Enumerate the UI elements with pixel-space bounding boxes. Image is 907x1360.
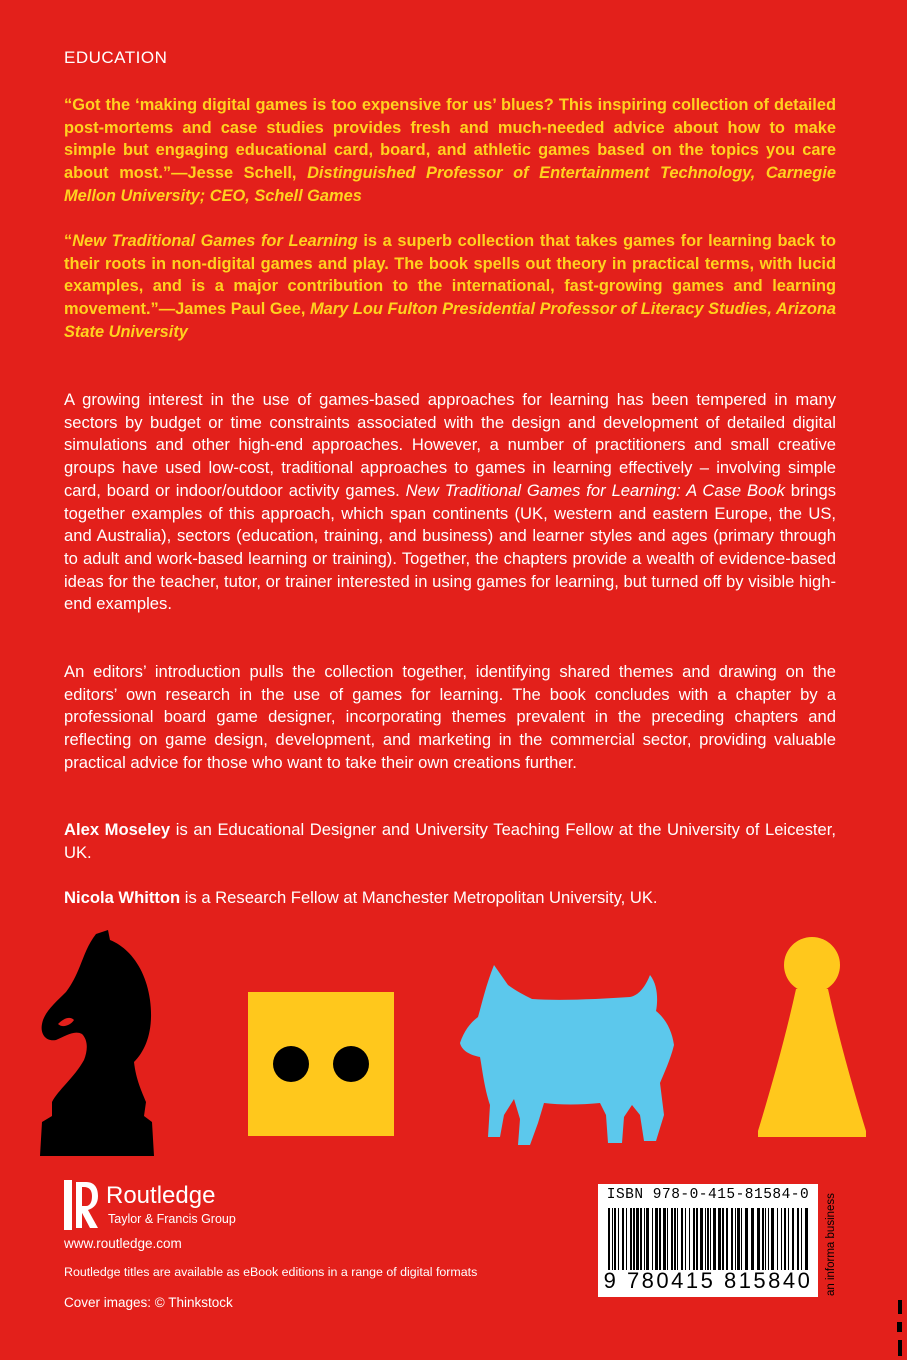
author-2-bio: is a Research Fellow at Manchester Metropolitan University, UK. (180, 888, 658, 907)
informa-business-label: an informa business (825, 1193, 837, 1296)
die-pip (273, 1046, 309, 1082)
barcode-bar (788, 1208, 789, 1270)
barcode-bar (777, 1208, 778, 1270)
barcode-bar (622, 1208, 624, 1270)
barcode-bar (762, 1208, 764, 1270)
barcode-bar (636, 1208, 639, 1270)
barcode-bar (614, 1208, 616, 1270)
publisher-name: Routledge (106, 1182, 216, 1209)
barcode-bar (640, 1208, 642, 1270)
barcode-bar (705, 1208, 706, 1270)
barcode-bar (722, 1208, 724, 1270)
author-2-name: Nicola Whitton (64, 888, 181, 907)
author-1-bio: is an Educational Designer and University Teaching Fellow at the University of Leicester, UK. (64, 820, 836, 862)
barcode-bar (677, 1208, 678, 1270)
barcode-bar (768, 1208, 769, 1270)
barcode-bar (726, 1208, 728, 1270)
barcode-bar (735, 1208, 736, 1270)
quote-2-title: New Traditional Games for Learning (72, 232, 358, 250)
barcode-bar (713, 1208, 716, 1270)
isbn-barcode (598, 1184, 818, 1297)
barcode-bar (718, 1208, 721, 1270)
barcode-bar (737, 1208, 740, 1270)
barcode-bar (745, 1208, 748, 1270)
barcode-bar (612, 1208, 613, 1270)
barcode-bar (710, 1208, 711, 1270)
barcode-bar (659, 1208, 661, 1270)
routledge-logo (64, 1180, 244, 1230)
barcode-bar (674, 1208, 676, 1270)
ebook-note: Routledge titles are available as eBook editions in a range of digital formats (64, 1265, 478, 1279)
quote-2-affiliation: Mary Lou Fulton Presidential Professor of Literacy Studies, Arizona State University (64, 300, 836, 341)
barcode-bar (757, 1208, 760, 1270)
barcode-bar (693, 1208, 695, 1270)
author-bio-1 (64, 819, 836, 864)
barcode-bar (797, 1208, 799, 1270)
barcode-bar (700, 1208, 703, 1270)
publisher-url[interactable]: www.routledge.com (64, 1236, 182, 1251)
publisher-group: Taylor & Francis Group (108, 1212, 236, 1226)
barcode-bar (751, 1208, 754, 1270)
cover-credit: Cover images: © Thinkstock (64, 1295, 233, 1310)
barcode-bar (667, 1208, 668, 1270)
category-label: EDUCATION (64, 48, 168, 67)
description-1-part-b: brings together examples of this approach, which span continents (UK, western and eastern Europe, the US, and Australia), sectors (education, training, and business) and learner styles and ages (primary through to adult and work-based learning or training). Together, the chapters provide a wealth of evidence-based ideas for the teacher, tutor, or trainer interested in using games for learning, but turned off by visible high-end examples. (64, 480, 836, 614)
barcode-bar (655, 1208, 658, 1270)
barcode-bar (671, 1208, 673, 1270)
barcode-bar (805, 1208, 808, 1270)
description-1-title: New Traditional Games for Learning: A Case Book (405, 480, 785, 500)
endorsement-quote-1 (64, 94, 836, 208)
yellow-die-icon (248, 992, 394, 1136)
barcode-bar (801, 1208, 802, 1270)
chess-knight-icon (38, 930, 156, 1156)
endorsement-quote-2 (64, 230, 836, 344)
barcode-bar (781, 1208, 782, 1270)
barcode-bar (784, 1208, 786, 1270)
barcode-bar (696, 1208, 698, 1270)
isbn-number: ISBN 978-0-415-81584-0 (606, 1187, 810, 1203)
die-pip (333, 1046, 369, 1082)
barcode-bar (652, 1208, 653, 1270)
scottie-dog-icon (460, 965, 675, 1145)
barcode-bar (792, 1208, 794, 1270)
barcode-bar (608, 1208, 610, 1270)
barcode-bar (771, 1208, 774, 1270)
description-paragraph-2: An editors’ introduction pulls the collection together, identifying shared themes and drawing on the editors’ own research in the use of games for learning. The book concludes with a chapter by a professional board game designer, incorporating themes prevalent in the preceding chapters and reflecting on game design, development, and marketing in the commercial sector, providing valuable practical advice for those who want to take their own creations further. (64, 662, 836, 772)
barcode-bar (689, 1208, 690, 1270)
description-paragraph-1 (64, 389, 836, 616)
routledge-r-icon (64, 1180, 98, 1230)
barcode-bar (707, 1208, 709, 1270)
barcode-bar (633, 1208, 635, 1270)
pawn-icon (758, 935, 866, 1137)
barcode-bar (685, 1208, 686, 1270)
barcode-bar (765, 1208, 766, 1270)
barcode-bar (630, 1208, 632, 1270)
author-bio-2 (64, 887, 836, 910)
barcode-bar (681, 1208, 683, 1270)
barcode-bar (741, 1208, 742, 1270)
barcode-bar (731, 1208, 733, 1270)
ean-digits: 9 780415 815840 (603, 1268, 813, 1293)
description-1-part-a: A growing interest in the use of games-based approaches for learning has been tempered in many sectors by budget or time constraints associated with the design and development of detailed digital simulations and other high-end approaches. However, a number of practitioners and small creative groups have used low-cost, traditional approaches to games in learning effectively – involving simple card, board or indoor/outdoor activity games. (64, 390, 836, 500)
barcode-bar (618, 1208, 619, 1270)
barcode-bar (663, 1208, 666, 1270)
trim-edge-mark (896, 1300, 904, 1360)
barcode-bars (608, 1208, 808, 1270)
author-1-name: Alex Moseley (64, 820, 171, 839)
quote-2-open: “ (64, 232, 73, 250)
barcode-bar (626, 1208, 627, 1270)
barcode-bar (644, 1208, 645, 1270)
quote-2-text: is a superb collection that takes games for learning back to their roots in non-digital games and play. The book spells out theory in practical terms, with lucid examples, and is a major contribution to the international, fast-growing games and learning movement.”—James Paul Gee, (64, 232, 836, 319)
barcode-bar (646, 1208, 649, 1270)
quote-1-affiliation: Distinguished Professor of Entertainment Technology, Carnegie Mellon University; CEO, Schell Games (64, 164, 836, 205)
quote-1-text: “Got the ‘making digital games is too expensive for us’ blues? This inspiring collection of detailed post-mortems and case studies provides fresh and much-needed advice about how to make simple but engaging educational card, board, and athletic games based on the topics you care about most.”—Jesse Schell, (64, 96, 836, 183)
